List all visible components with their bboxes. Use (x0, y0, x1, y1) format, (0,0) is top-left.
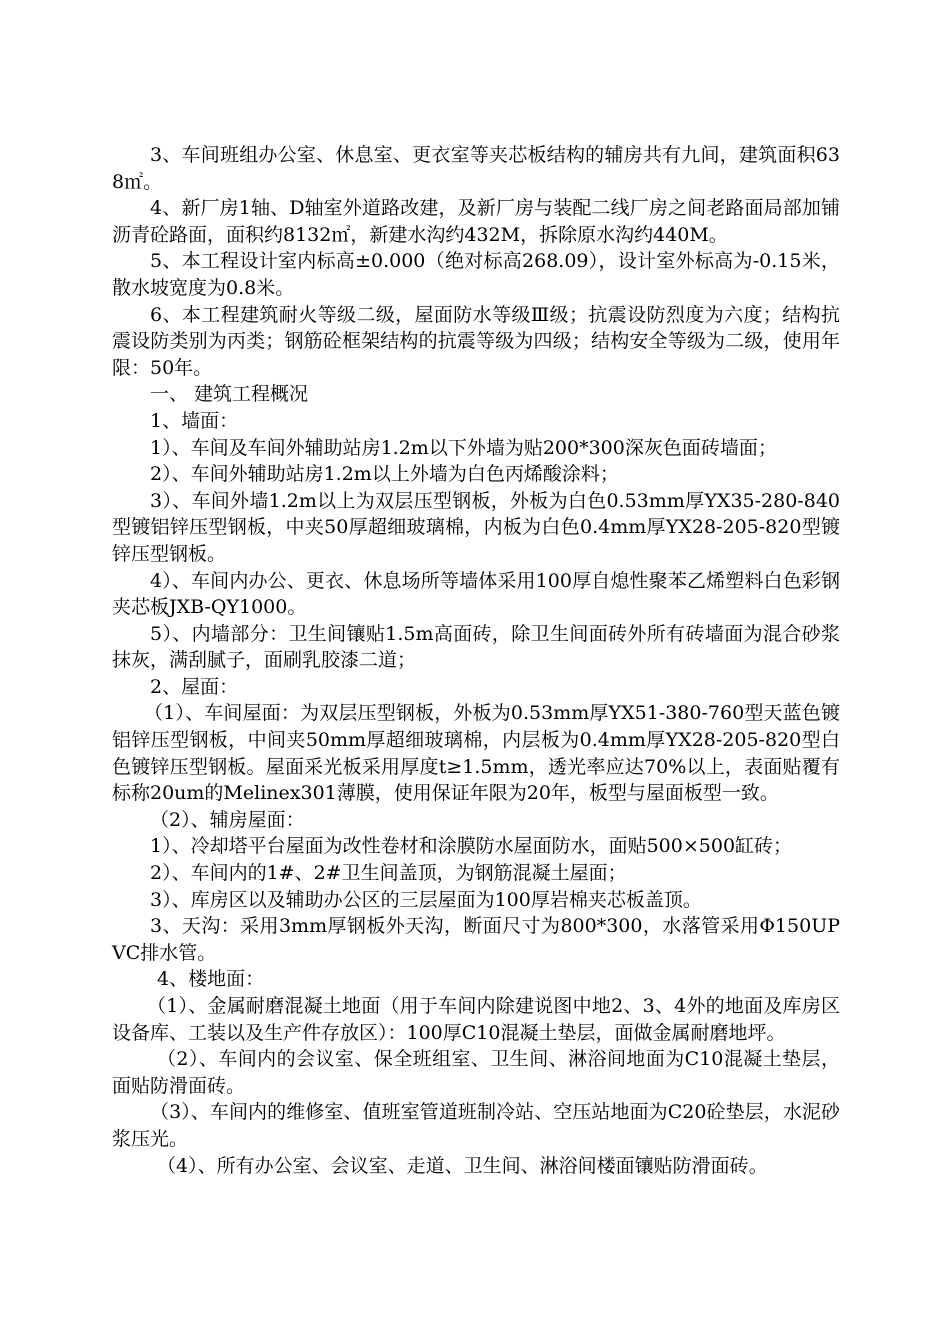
subheading-auxiliary-roof: （2）、辅房屋面： (150, 808, 305, 831)
paragraph-fire-seismic-grade: 6、本工程建筑耐火等级二级，屋面防水等级Ⅲ级；抗震设防烈度为六度；结构抗震设防类别为丙类；钢筋砼框架结构的抗震等级为四级；结构安全等级为二级，使用年限：50年。 (112, 303, 840, 379)
paragraph-cooling-tower-roof: 1）、冷却塔平台屋面为改性卷材和涂膜防水屋面防水，面贴500×500缸砖； (150, 835, 793, 858)
paragraph-wall-steel-panels: 3）、车间外墙1.2m以上为双层压型钢板，外板为白色0.53mm厚YX35-280-840型镀铝锌压型钢板，中夹50厚超细玻璃棉，内板为白色0.4mm厚YX28-205-820型镀锌压型钢板。 (112, 489, 840, 565)
section-heading-building-overview: 一、 建筑工程概况 (150, 383, 309, 406)
paragraph-metal-floor: （1）、金属耐磨混凝土地面（用于车间内除建说图中地2、3、4外的地面及库房区设备库、工装以及生产件存放区）：100厚C10混凝土垫层，面做金属耐磨地坪。 (112, 995, 840, 1044)
subheading-roof: 2、屋面： (150, 675, 239, 698)
paragraph-wall-tiles: 1）、车间及车间外辅助站房1.2m以下外墙为贴200*300深灰色面砖墙面； (150, 436, 777, 459)
paragraph-design-elevation: 5、本工程设计室内标高±0.000（绝对标高268.09），设计室外标高为-0.15米，散水坡宽度为0.8米。 (112, 250, 840, 299)
paragraph-toilet-roof: 2）、车间内的1#、2#卫生间盖顶，为钢筋混凝土屋面； (150, 862, 627, 885)
paragraph-warehouse-roof: 3）、库房区以及辅助办公区的三层屋面为100厚岩棉夹芯板盖顶。 (150, 888, 702, 911)
subheading-walls: 1、墙面： (150, 409, 239, 432)
paragraph-maintenance-floor: （3）、车间内的维修室、值班室管道班制冷站、空压站地面为C20砼垫层，水泥砂浆压光。 (112, 1101, 840, 1150)
paragraph-office-floor: （4）、所有办公室、会议室、走道、卫生间、淋浴间楼面镶贴防滑面砖。 (157, 1154, 768, 1177)
paragraph-workshop-roof: （1）、车间屋面：为双层压型钢板，外板为0.53mm厚YX51-380-760型天蓝色镀铝锌压型钢板，中间夹50mm厚超细玻璃棉，内层板为0.4mm厚YX28-205-820型白色镀锌压型钢板。屋面采光板采用厚度t≥1.5mm，透光率应达70%以上，表面贴覆有标称20um的Melinex301薄膜，使用保证年限为20年，板型与屋面板型一致。 (112, 702, 840, 805)
paragraph-workshop-auxiliary-rooms: 3、车间班组办公室、休息室、更衣室等夹芯板结构的辅房共有九间，建筑面积638㎡。 (112, 144, 840, 193)
paragraph-interior-walls: 5）、内墙部分：卫生间镶贴1.5m高面砖，除卫生间面砖外所有砖墙面为混合砂浆抹灰，满刮腻子，面刷乳胶漆二道； (112, 622, 840, 672)
paragraph-meeting-room-floor: （2）、车间内的会议室、保全班组室、卫生间、淋浴间地面为C10混凝土垫层，面贴防滑面砖。 (112, 1048, 840, 1097)
paragraph-wall-paint: 2）、车间外辅助站房1.2m以上外墙为白色丙烯酸涂料； (150, 463, 619, 486)
document-body (112, 142, 840, 1179)
subheading-floors: 4、楼地面： (157, 968, 265, 991)
paragraph-road-renovation: 4、新厂房1轴、D轴室外道路改建，及新厂房与装配二线厂房之间老路面局部加铺沥青砼路面，面积约8132㎡，新建水沟约432M，拆除原水沟约440M。 (112, 197, 840, 246)
paragraph-gutter: 3、天沟：采用3mm厚钢板外天沟，断面尺寸为800*300，水落管采用Φ150UPVC排水管。 (112, 915, 840, 964)
paragraph-wall-sandwich-panels: 4）、车间内办公、更衣、休息场所等墙体采用100厚自熄性聚苯乙烯塑料白色彩钢夹芯板JXB-QY1000。 (112, 569, 840, 619)
